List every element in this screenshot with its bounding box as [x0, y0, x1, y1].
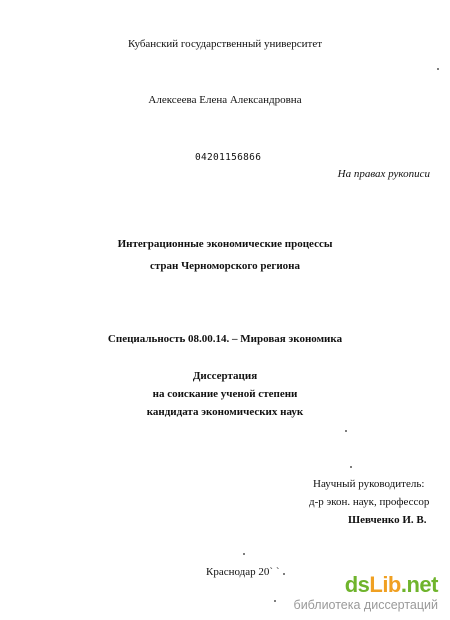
- watermark-subtitle: библиотека диссертаций: [293, 598, 438, 612]
- supervisor-name: Шевченко И. В.: [348, 514, 427, 526]
- scan-speck: [243, 553, 245, 555]
- supervisor-degree: д-р экон. наук, профессор: [309, 496, 430, 508]
- university-name: Кубанский государственный университет: [127, 38, 323, 50]
- document-code: 04201156866: [195, 152, 262, 163]
- dissertation-type: Диссертация: [192, 370, 258, 382]
- title-line-1: Интеграционные экономические процессы: [117, 238, 333, 250]
- dslib-watermark: [238, 572, 438, 612]
- scan-speck: [345, 430, 347, 432]
- author-name: Алексеева Елена Александровна: [148, 94, 302, 106]
- supervisor-label: Научный руководитель:: [313, 478, 425, 490]
- degree-line-2: кандидата экономических наук: [146, 406, 304, 418]
- manuscript-note: На правах рукописи: [337, 168, 430, 180]
- title-line-2: стран Черноморского региона: [149, 260, 300, 272]
- scan-speck: [437, 68, 439, 70]
- scan-speck: [350, 466, 352, 468]
- degree-line-1: на соискание ученой степени: [152, 388, 298, 400]
- specialty-line: Специальность 08.00.14. – Мировая экономика: [107, 333, 343, 345]
- city-year: Краснодар 20` `: [206, 566, 280, 578]
- watermark-logo: dsLib.net: [344, 572, 438, 597]
